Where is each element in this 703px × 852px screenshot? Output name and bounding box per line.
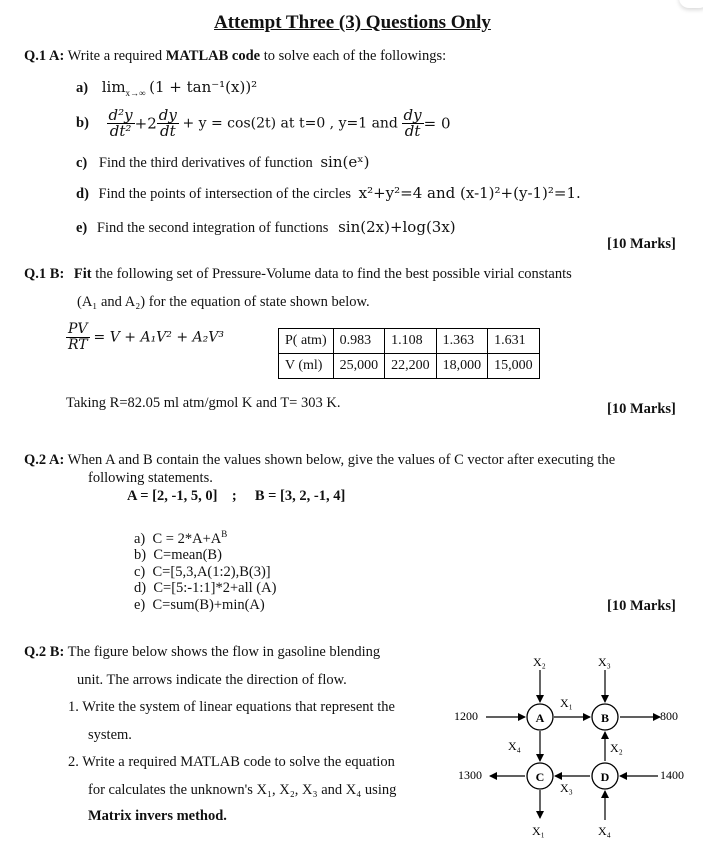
table-cell-v-label: V (ml) bbox=[279, 354, 334, 379]
q2b-item2c: Matrix invers method. bbox=[88, 808, 227, 824]
q1a-c-label: c) bbox=[76, 155, 88, 171]
q2a-prefix: Q.2 A: bbox=[24, 452, 65, 468]
flow-x4-bottom-label: X₄ bbox=[598, 824, 611, 838]
flow-1300-label: 1300 bbox=[458, 768, 482, 782]
q1a-b-frac2: $\frac{dy}{dt}$ bbox=[158, 106, 177, 140]
flow-800-label: 800 bbox=[660, 709, 678, 723]
q1a-item-c bbox=[76, 153, 369, 172]
table-cell-p-label: P( atm) bbox=[279, 329, 334, 354]
table-row-pressure bbox=[279, 329, 540, 354]
flow-x2-top-label: X₂ bbox=[533, 655, 546, 669]
q2a-item-b: b) C=mean(B) bbox=[134, 547, 222, 564]
pv-data-table bbox=[278, 328, 540, 379]
q1a-e-expr: sin(2x)+log(3x) bbox=[338, 218, 456, 236]
q2b-line1 bbox=[24, 644, 380, 661]
q1b-eq-frac: $\frac{PV}{RT}$ bbox=[67, 321, 88, 353]
q1a-prefix: Q.1 A: bbox=[24, 48, 65, 64]
q1b-line1 bbox=[24, 266, 686, 283]
q1a-a-rest: (1 + tan⁻¹(x))² bbox=[149, 78, 258, 96]
q1a-marks: [10 Marks] bbox=[607, 236, 676, 252]
q2a-item-c: c) C=[5,3,A(1:2),B(3)] bbox=[134, 563, 271, 580]
flow-x1-bottom-label: X₁ bbox=[532, 824, 545, 838]
q1a-item-a bbox=[76, 78, 257, 98]
flow-1400-label: 1400 bbox=[660, 768, 684, 782]
q1a-e-text: Find the second integration of functions bbox=[96, 220, 329, 236]
flow-x4-ac-label: X₄ bbox=[508, 739, 521, 753]
q1a-item-e bbox=[76, 218, 456, 237]
q2b-item2a: 2. Write a required MATLAB code to solve the equation bbox=[68, 754, 395, 770]
q2b-prefix: Q.2 B: bbox=[24, 644, 65, 660]
flow-1200-label: 1200 bbox=[454, 709, 478, 723]
q1a-d-text: Find the points of intersection of the circles bbox=[98, 186, 352, 202]
q1a-d-expr: x²+y²=4 and (x-1)²+(y-1)²=1. bbox=[358, 184, 581, 202]
q1b-fit: Fit bbox=[73, 266, 92, 282]
table-row-volume bbox=[279, 354, 540, 379]
node-a-label: A bbox=[535, 711, 545, 725]
node-d-label: D bbox=[600, 770, 610, 784]
q1b-eq-rhs: = V + A₁V² + A₂V³ bbox=[93, 329, 224, 346]
q1b-text1: the following set of Pressure-Volume data to find the best possible virial constants bbox=[95, 266, 572, 282]
q2b-item1b: system. bbox=[88, 727, 132, 743]
q1a-intro-a: Write a required bbox=[64, 48, 166, 64]
flow-x3-top-label: X₃ bbox=[598, 655, 611, 669]
q1a-b-end: = 0 bbox=[423, 114, 451, 133]
q2a-vectors: A = [2, -1, 5, 0] ; B = [3, 2, -1, 4] bbox=[127, 488, 346, 504]
q2a-marks: [10 Marks] bbox=[607, 598, 676, 614]
q1a-c-expr: sin(eˣ) bbox=[320, 153, 370, 171]
q1a-a-label: a) bbox=[76, 80, 89, 96]
q1b-prefix: Q.1 B: bbox=[24, 266, 65, 282]
q1a-item-d bbox=[76, 184, 581, 203]
blending-flow-diagram bbox=[440, 640, 702, 845]
q2a-item-e: e) C=sum(B)+min(A) bbox=[134, 596, 265, 613]
table-cell-p2: 1.108 bbox=[385, 329, 437, 354]
table-cell-p3: 1.363 bbox=[436, 329, 488, 354]
q1a-b-label: b) bbox=[76, 115, 89, 131]
q1b-text2: (A₁ and A₂) for the equation of state shown below. bbox=[77, 294, 370, 310]
page-corner-decoration bbox=[679, 0, 703, 8]
table-cell-p4: 1.631 bbox=[488, 329, 540, 354]
q1a-b-plus2: +2 bbox=[134, 114, 157, 133]
page-title: Attempt Three (3) Questions Only bbox=[214, 12, 491, 33]
q2a-text2: following statements. bbox=[88, 470, 213, 486]
q1a-e-label: e) bbox=[76, 220, 88, 236]
q2a-text1: When A and B contain the values shown below, give the values of C vector after executing the bbox=[67, 452, 616, 468]
q1a-b-frac1: $\frac{\text{d²y}}{\text{dt²}}$ bbox=[108, 106, 133, 140]
q1a-a-lim: lim bbox=[101, 78, 126, 96]
node-c-label: C bbox=[535, 770, 545, 784]
q2b-item1a: 1. Write the system of linear equations that represent the bbox=[68, 699, 395, 715]
q1a-intro bbox=[24, 48, 446, 65]
q1a-b-mid: + y = cos(2t) at t=0 , y=1 and bbox=[182, 115, 398, 132]
flow-x3-dc-label: X₃ bbox=[560, 781, 573, 795]
q1a-a-sub: x→∞ bbox=[125, 87, 146, 98]
q1b-marks: [10 Marks] bbox=[607, 401, 676, 417]
table-cell-v3: 18,000 bbox=[436, 354, 488, 379]
table-cell-v4: 15,000 bbox=[488, 354, 540, 379]
q1a-d-label: d) bbox=[76, 186, 89, 202]
table-cell-v1: 25,000 bbox=[333, 354, 385, 379]
node-b-label: B bbox=[600, 711, 610, 725]
q2b-item2b: for calculates the unknown's X₁, X₂, X₃ and X₄ using bbox=[88, 782, 397, 798]
q2b-text2: unit. The arrows indicate the direction of flow. bbox=[77, 672, 347, 688]
table-cell-v2: 22,200 bbox=[385, 354, 437, 379]
q1a-item-b bbox=[76, 108, 451, 139]
q1a-intro-c: to solve each of the followings: bbox=[260, 48, 447, 64]
q1a-intro-b: MATLAB code bbox=[165, 48, 261, 64]
q1a-c-text: Find the third derivatives of function bbox=[98, 155, 313, 171]
q1a-b-frac3: $\frac{dy}{dt}$ bbox=[403, 106, 422, 140]
q2a-items bbox=[134, 526, 276, 613]
q2b-text1: The figure below shows the flow in gasoline blending bbox=[67, 644, 381, 660]
table-cell-p1: 0.983 bbox=[333, 329, 385, 354]
q2a-item-a: a) $C = 2*A+A^B$ bbox=[134, 529, 228, 547]
q2a-line1 bbox=[24, 452, 615, 469]
q2a-item-d: d) C=[5:-1:1]*2+all (A) bbox=[134, 580, 277, 597]
q1b-equation bbox=[66, 322, 224, 353]
flow-x1-ab-label: X₁ bbox=[560, 696, 573, 710]
q1b-taking: Taking R=82.05 ml atm/gmol K and T= 303 K. bbox=[66, 395, 341, 411]
flow-x2-db-label: X₂ bbox=[610, 741, 623, 755]
